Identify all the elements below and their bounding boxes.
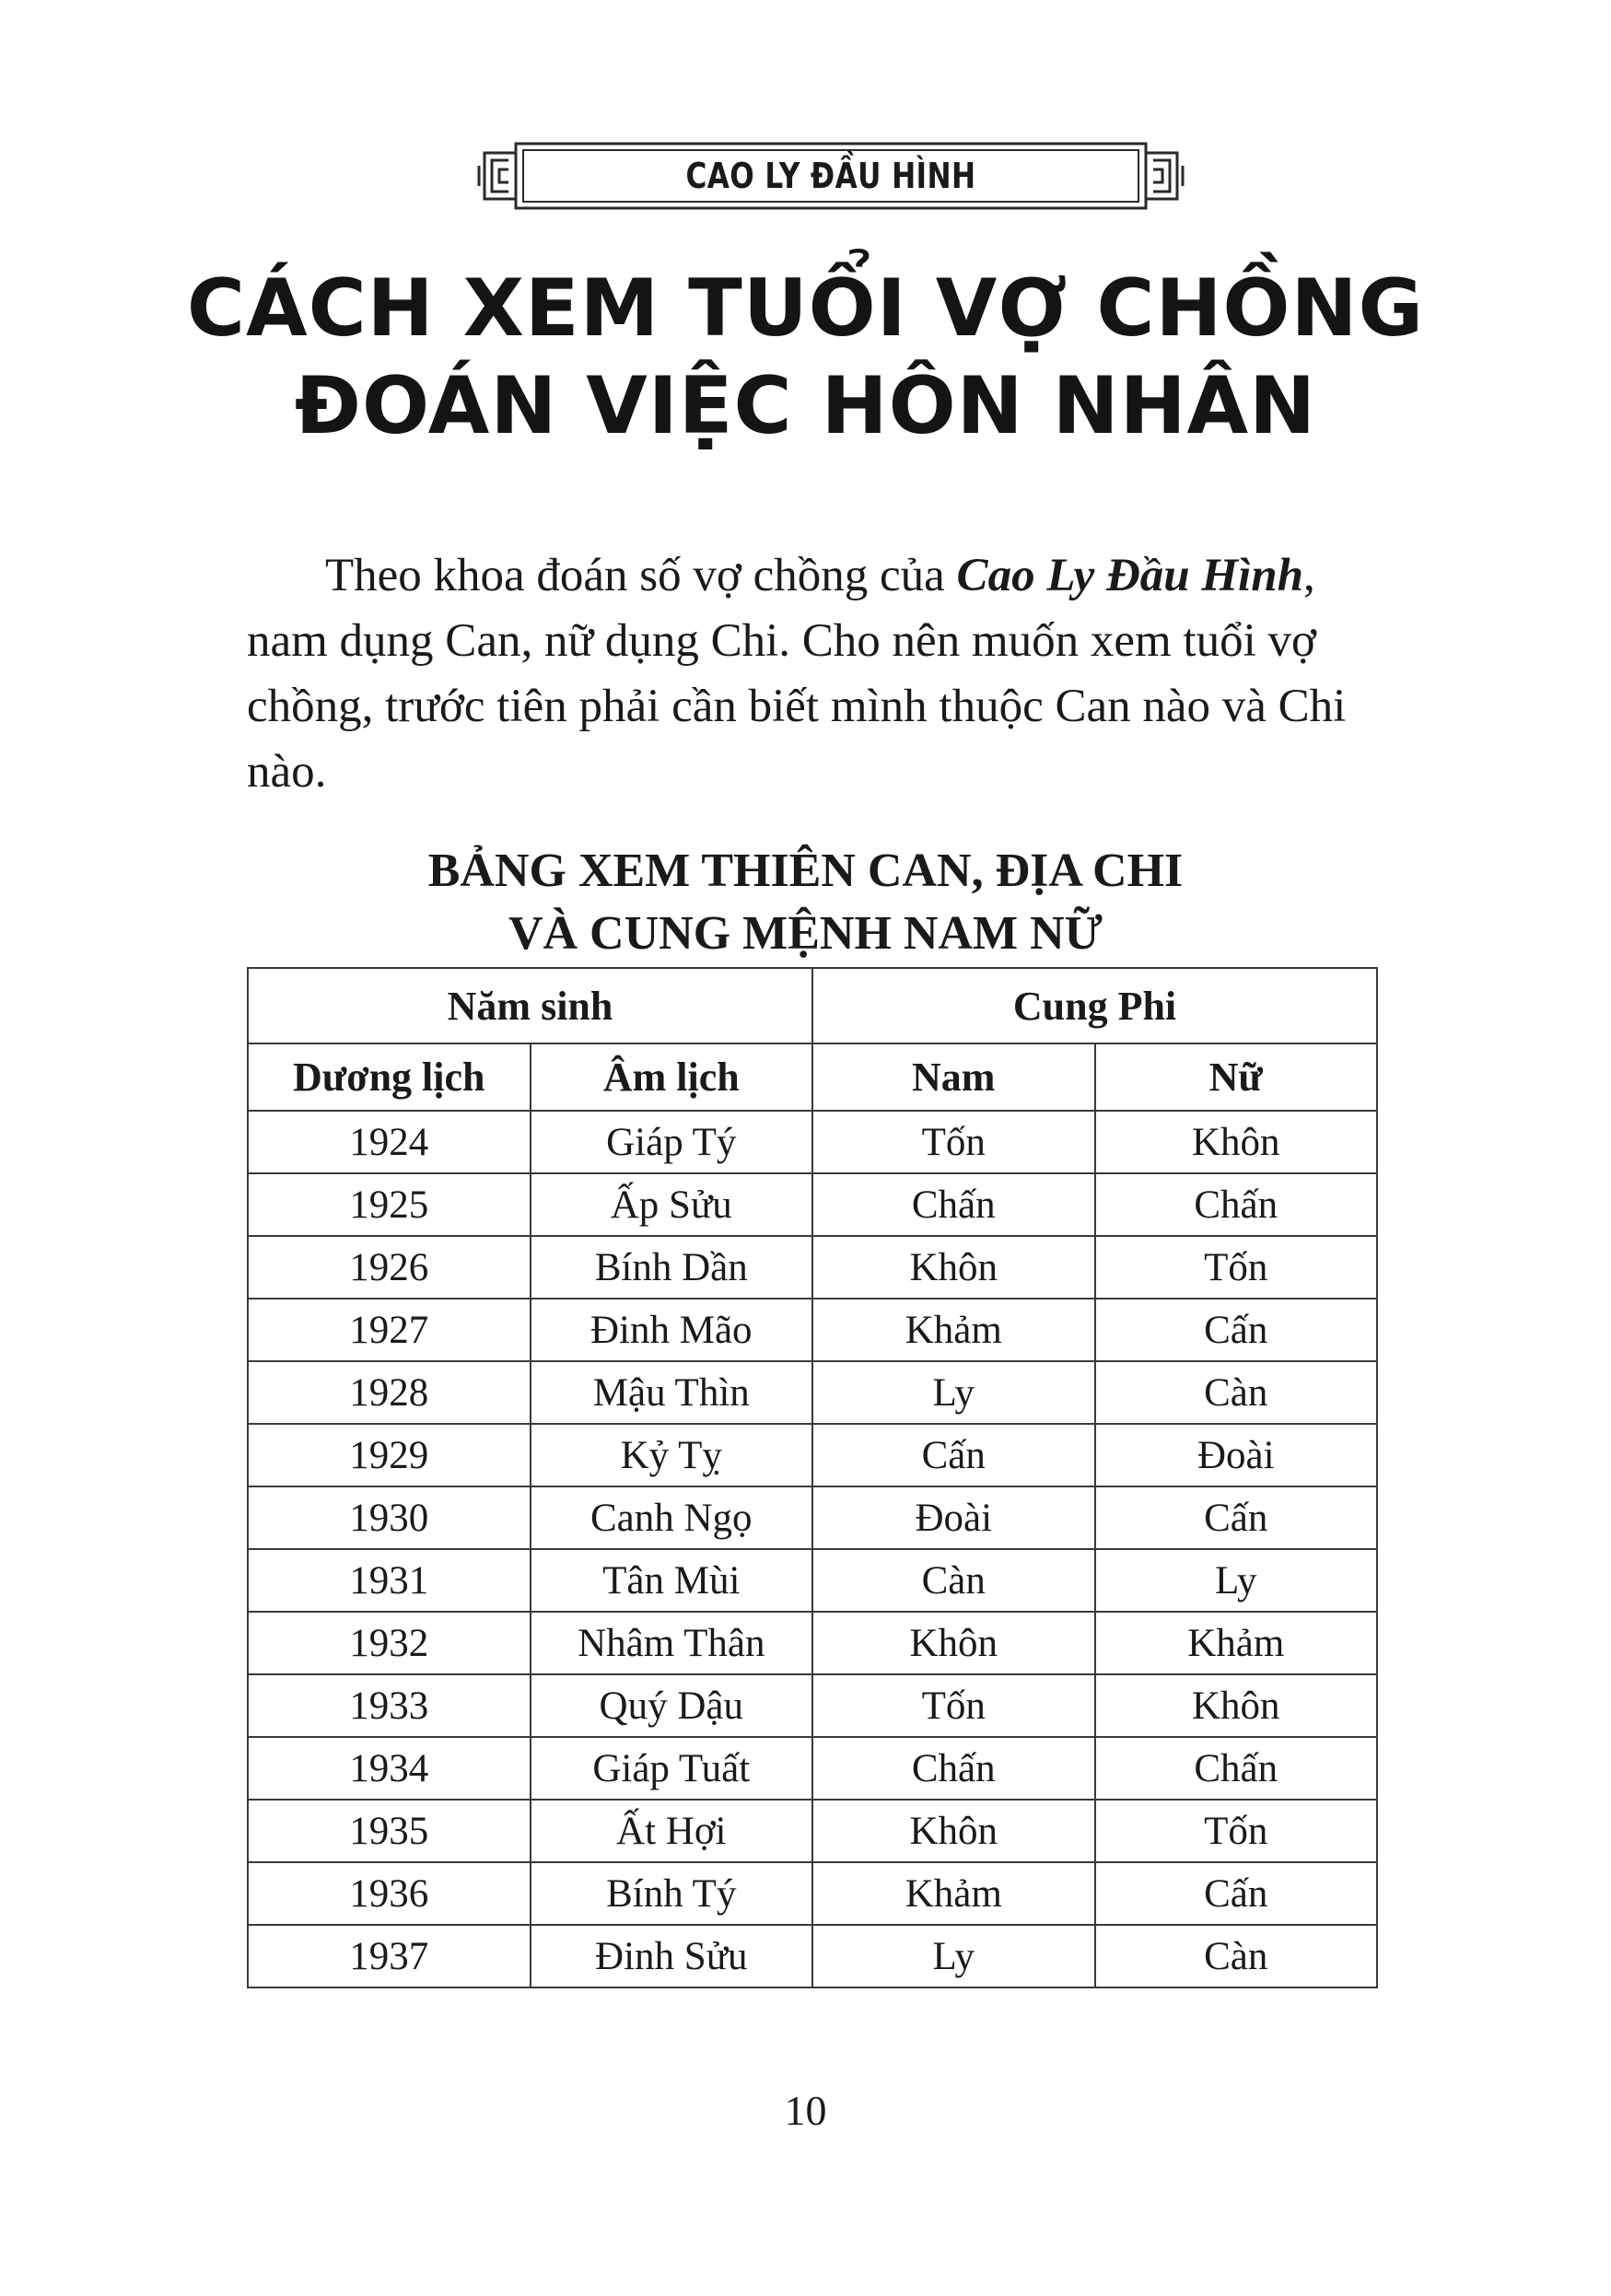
table-group-header-row	[248, 968, 1377, 1043]
table-title	[0, 840, 1611, 965]
cell-nu: Chấn	[1095, 1737, 1378, 1800]
column-header-nu: Nữ	[1095, 1043, 1378, 1111]
cell-duong-lich: 1936	[248, 1862, 531, 1925]
cell-duong-lich: 1931	[248, 1549, 531, 1612]
cell-nam: Chấn	[812, 1173, 1094, 1236]
cell-nu: Chấn	[1095, 1173, 1378, 1236]
cell-duong-lich: 1926	[248, 1236, 531, 1299]
table-body	[248, 1111, 1377, 1987]
cell-duong-lich: 1927	[248, 1299, 531, 1361]
cell-nam: Tốn	[812, 1111, 1094, 1173]
cell-am-lich: Bính Dần	[531, 1236, 812, 1299]
table-row	[248, 1612, 1377, 1674]
table-row	[248, 1737, 1377, 1800]
cell-nu: Cấn	[1095, 1486, 1378, 1549]
cell-nu: Khôn	[1095, 1111, 1378, 1173]
table-title-line-1: BẢNG XEM THIÊN CAN, ĐỊA CHI	[427, 845, 1184, 897]
column-header-nam: Nam	[812, 1043, 1094, 1111]
cell-nu: Cấn	[1095, 1862, 1378, 1925]
cell-nu: Càn	[1095, 1925, 1378, 1987]
chapter-title	[0, 260, 1611, 455]
cell-nu: Càn	[1095, 1361, 1378, 1424]
cell-nu: Khôn	[1095, 1674, 1378, 1737]
table-row	[248, 1361, 1377, 1424]
cell-am-lich: Ấp Sửu	[531, 1173, 812, 1236]
cell-am-lich: Đinh Mão	[531, 1299, 812, 1361]
table-title-line-2: VÀ CUNG MỆNH NAM NỮ	[508, 907, 1103, 960]
table-row	[248, 1236, 1377, 1299]
cell-nam: Đoài	[812, 1486, 1094, 1549]
cell-nu: Tốn	[1095, 1800, 1378, 1862]
cell-am-lich: Nhâm Thân	[531, 1612, 812, 1674]
birth-year-table	[247, 967, 1378, 1988]
chapter-title-line-1: CÁCH XEM TUỔI VỢ CHỒNG	[186, 262, 1425, 355]
table-row	[248, 1674, 1377, 1737]
group-header-nam-sinh: Năm sinh	[248, 968, 812, 1043]
cell-duong-lich: 1924	[248, 1111, 531, 1173]
page-number: 10	[784, 2087, 827, 2134]
cell-nam: Khôn	[812, 1236, 1094, 1299]
cell-nu: Cấn	[1095, 1299, 1378, 1361]
chapter-title-line-2: ĐOÁN VIỆC HÔN NHÂN	[294, 360, 1317, 452]
cell-nu: Khảm	[1095, 1612, 1378, 1674]
running-header-label: CAO LY ĐẦU HÌNH	[685, 156, 976, 196]
cell-nu: Ly	[1095, 1549, 1378, 1612]
running-header	[472, 138, 1190, 214]
cell-duong-lich: 1932	[248, 1612, 531, 1674]
cell-nam: Tốn	[812, 1674, 1094, 1737]
column-header-duong-lich: Dương lịch	[248, 1043, 531, 1111]
table-row	[248, 1299, 1377, 1361]
table-column-header-row	[248, 1043, 1377, 1111]
cell-nam: Cấn	[812, 1424, 1094, 1486]
table-row	[248, 1486, 1377, 1549]
cell-am-lich: Bính Tý	[531, 1862, 812, 1925]
table-row	[248, 1424, 1377, 1486]
intro-text-after: , nam dụng Can, nữ dụng Chi. Cho nên muốn xem tuổi vợ chồng, trước tiên phải cần biết mình thuộc Can nào và Chi nào.	[247, 550, 1347, 798]
table-row	[248, 1111, 1377, 1173]
cell-nam: Ly	[812, 1361, 1094, 1424]
table-row	[248, 1800, 1377, 1862]
table-row	[248, 1925, 1377, 1987]
cell-am-lich: Canh Ngọ	[531, 1486, 812, 1549]
cell-nu: Đoài	[1095, 1424, 1378, 1486]
cell-duong-lich: 1930	[248, 1486, 531, 1549]
cell-nu: Tốn	[1095, 1236, 1378, 1299]
cell-am-lich: Giáp Tý	[531, 1111, 812, 1173]
cell-am-lich: Ất Hợi	[531, 1800, 812, 1862]
cell-duong-lich: 1933	[248, 1674, 531, 1737]
cell-nam: Khảm	[812, 1862, 1094, 1925]
cell-am-lich: Tân Mùi	[531, 1549, 812, 1612]
cell-duong-lich: 1934	[248, 1737, 531, 1800]
cell-duong-lich: 1925	[248, 1173, 531, 1236]
cell-am-lich: Mậu Thìn	[531, 1361, 812, 1424]
cell-nam: Ly	[812, 1925, 1094, 1987]
column-header-am-lich: Âm lịch	[531, 1043, 812, 1111]
cell-nam: Khôn	[812, 1612, 1094, 1674]
intro-book-title: Cao Ly Đầu Hình	[956, 550, 1303, 601]
cell-duong-lich: 1928	[248, 1361, 531, 1424]
table-row	[248, 1862, 1377, 1925]
group-header-cung-phi: Cung Phi	[812, 968, 1377, 1043]
cell-nam: Càn	[812, 1549, 1094, 1612]
cell-duong-lich: 1935	[248, 1800, 531, 1862]
intro-paragraph	[247, 543, 1375, 805]
intro-text-before: Theo khoa đoán số vợ chồng của	[325, 550, 957, 601]
cell-duong-lich: 1937	[248, 1925, 531, 1987]
cell-am-lich: Quý Dậu	[531, 1674, 812, 1737]
cell-duong-lich: 1929	[248, 1424, 531, 1486]
table-row	[248, 1549, 1377, 1612]
table-row	[248, 1173, 1377, 1236]
cell-am-lich: Giáp Tuất	[531, 1737, 812, 1800]
cell-nam: Khảm	[812, 1299, 1094, 1361]
cell-nam: Chấn	[812, 1737, 1094, 1800]
cell-am-lich: Kỷ Tỵ	[531, 1424, 812, 1486]
cell-nam: Khôn	[812, 1800, 1094, 1862]
cell-am-lich: Đinh Sửu	[531, 1925, 812, 1987]
